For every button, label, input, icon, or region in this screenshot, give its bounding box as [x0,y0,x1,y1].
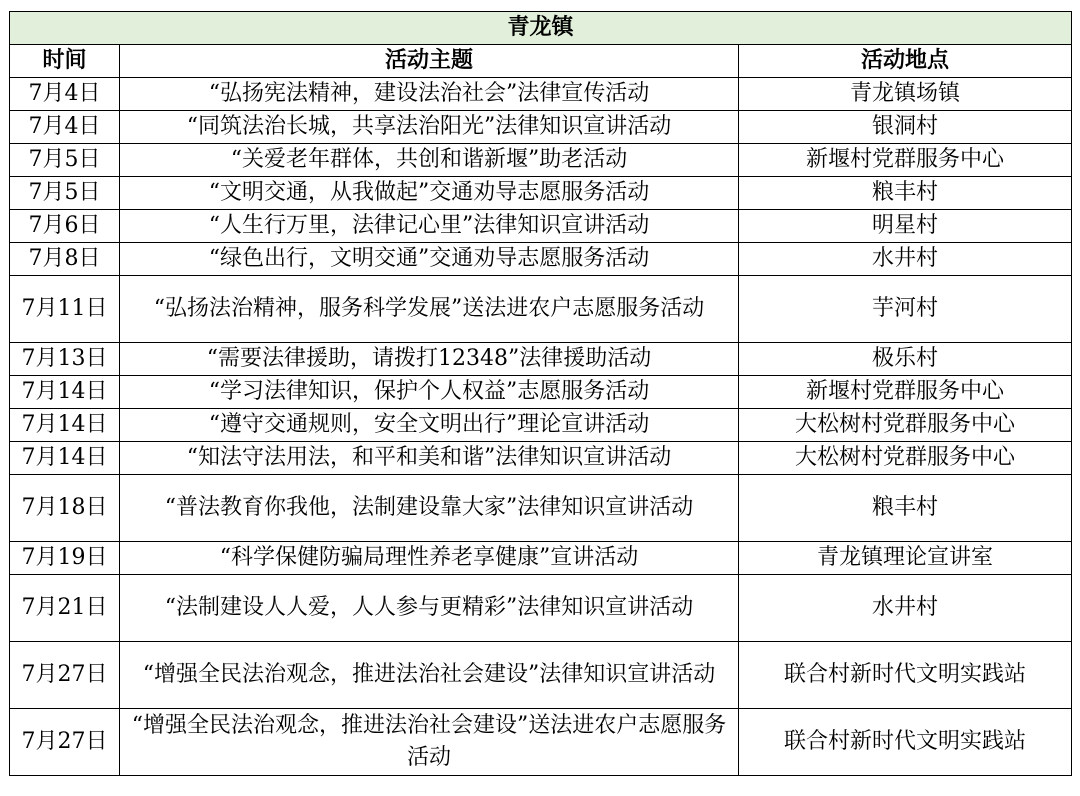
cell-place: 极乐村 [739,343,1072,376]
header-place: 活动地点 [739,45,1072,78]
cell-place: 联合村新时代文明实践站 [739,709,1072,776]
cell-place: 明星村 [739,210,1072,243]
cell-place: 联合村新时代文明实践站 [739,642,1072,709]
table-row [10,144,1072,177]
cell-topic: “绿色出行，文明交通”交通劝导志愿服务活动 [120,243,739,276]
cell-topic: “普法教育你我他，法制建设靠大家”法律知识宣讲活动 [120,475,739,542]
cell-topic: “人生行万里，法律记心里”法律知识宣讲活动 [120,210,739,243]
cell-place: 新堰村党群服务中心 [739,144,1072,177]
cell-date: 7月18日 [10,475,120,542]
cell-topic: “弘扬宪法精神，建设法治社会”法律宣传活动 [120,78,739,111]
cell-date: 7月14日 [10,442,120,475]
table-row [10,177,1072,210]
cell-topic: “同筑法治长城，共享法治阳光”法律知识宣讲活动 [120,111,739,144]
schedule-table-container [9,11,1072,776]
cell-topic: “法制建设人人爱，人人参与更精彩”法律知识宣讲活动 [120,575,739,642]
cell-date: 7月4日 [10,78,120,111]
table-title: 青龙镇 [10,12,1072,45]
cell-place: 粮丰村 [739,177,1072,210]
cell-date: 7月5日 [10,144,120,177]
cell-topic: “弘扬法治精神，服务科学发展”送法进农户志愿服务活动 [120,276,739,343]
cell-date: 7月27日 [10,642,120,709]
table-row [10,442,1072,475]
cell-topic: “增强全民法治观念，推进法治社会建设”法律知识宣讲活动 [120,642,739,709]
cell-place: 粮丰村 [739,475,1072,542]
cell-date: 7月19日 [10,542,120,575]
cell-topic: “文明交通，从我做起”交通劝导志愿服务活动 [120,177,739,210]
cell-place: 新堰村党群服务中心 [739,376,1072,409]
cell-place: 大松树村党群服务中心 [739,442,1072,475]
cell-date: 7月4日 [10,111,120,144]
cell-topic: “需要法律援助，请拨打12348”法律援助活动 [120,343,739,376]
table-row [10,575,1072,642]
table-row [10,642,1072,709]
table-row [10,475,1072,542]
table-row [10,78,1072,111]
cell-date: 7月5日 [10,177,120,210]
table-row [10,376,1072,409]
cell-place: 银洞村 [739,111,1072,144]
table-row [10,409,1072,442]
cell-place: 水井村 [739,575,1072,642]
cell-date: 7月8日 [10,243,120,276]
table-row [10,276,1072,343]
table-row [10,243,1072,276]
header-topic: 活动主题 [120,45,739,78]
cell-place: 青龙镇场镇 [739,78,1072,111]
cell-topic: “遵守交通规则，安全文明出行”理论宣讲活动 [120,409,739,442]
cell-topic: “增强全民法治观念，推进法治社会建设”送法进农户志愿服务活动 [120,709,739,776]
table-row [10,542,1072,575]
table-body [10,78,1072,776]
cell-date: 7月14日 [10,409,120,442]
activity-schedule-table [9,11,1072,776]
cell-date: 7月6日 [10,210,120,243]
cell-date: 7月13日 [10,343,120,376]
cell-topic: “科学保健防骗局理性养老享健康”宣讲活动 [120,542,739,575]
cell-date: 7月21日 [10,575,120,642]
cell-topic: “学习法律知识，保护个人权益”志愿服务活动 [120,376,739,409]
cell-place: 青龙镇理论宣讲室 [739,542,1072,575]
cell-topic: “知法守法用法，和平和美和谐”法律知识宣讲活动 [120,442,739,475]
cell-date: 7月27日 [10,709,120,776]
cell-place: 芋河村 [739,276,1072,343]
cell-topic: “关爱老年群体，共创和谐新堰”助老活动 [120,144,739,177]
cell-place: 水井村 [739,243,1072,276]
table-title-row [10,12,1072,45]
table-row [10,709,1072,776]
table-row [10,210,1072,243]
cell-date: 7月14日 [10,376,120,409]
table-header-row [10,45,1072,78]
header-date: 时间 [10,45,120,78]
table-row [10,343,1072,376]
cell-date: 7月11日 [10,276,120,343]
table-row [10,111,1072,144]
cell-place: 大松树村党群服务中心 [739,409,1072,442]
